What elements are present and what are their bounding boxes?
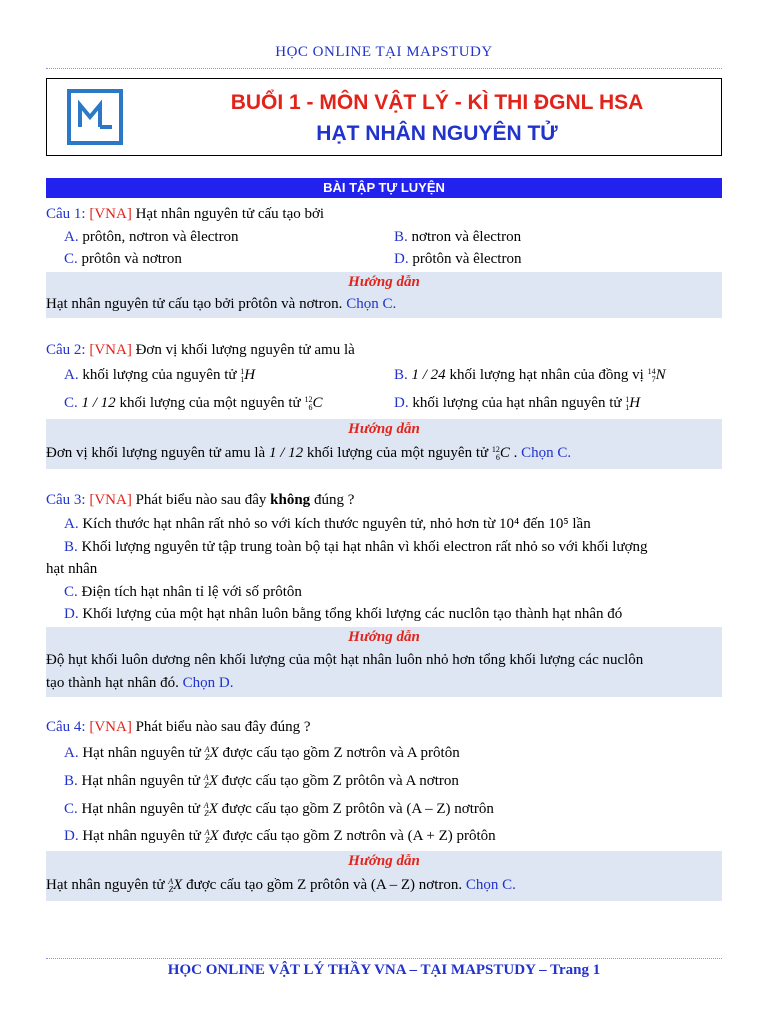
question-tag: [VNA] [89,206,132,222]
question-text: Hạt nhân nguyên tử cấu tạo bởi [131,206,325,222]
question-2: Câu 2: [VNA] Đơn vị khối lượng nguyên tử amu là [46,342,355,358]
answer-box-2: Hướng dẫn Đơn vị khối lượng nguyên tử amu là 1 / 12 khối lượng của một nguyên tử 12 6C . Chọn C. [46,419,722,469]
option-b-continued: hạt nhân [46,561,98,577]
guide-heading: Hướng dẫn [348,274,420,290]
option-a: A. Hạt nhân nguyên tử A ZX được cấu tạo gồm Z nơtrôn và A prôtôn [64,745,460,762]
footer-divider [46,958,722,959]
solution-text: Đơn vị khối lượng nguyên tử amu là 1 / 12 khối lượng của một nguyên tử 12 6C . Chọn C. [46,445,572,462]
question-4: Câu 4: [VNA] Phát biểu nào sau đây đúng ? [46,719,311,735]
option-c: C. prôtôn và nơtron [64,251,182,267]
title-box [46,78,722,156]
title-line-2: HẠT NHÂN NGUYÊN TỬ [316,122,558,145]
solution-text: Độ hụt khối luôn dương nên khối lượng của một hạt nhân luôn nhỏ hơn tổng khối lượng các nuclôn [46,652,644,668]
section-band: BÀI TẬP TỰ LUYỆN [46,178,722,198]
header-divider [46,68,722,69]
option-b: B. Khối lượng nguyên tử tập trung toàn bộ tại hạt nhân vì khối electron rất nhỏ so với khối lượng [64,539,648,555]
solution-text: Hạt nhân nguyên tử cấu tạo bởi prôtôn và nơtron. Chọn C. [46,296,397,312]
option-c: C. 1 / 12 khối lượng của một nguyên tử 12 6C [64,395,323,412]
option-b: B. nơtron và êlectron [394,229,522,245]
option-d: D. Hạt nhân nguyên tử A ZX được cấu tạo gồm Z nơtrôn và (A + Z) prôtôn [64,828,496,845]
option-d: D. Khối lượng của một hạt nhân luôn bằng tổng khối lượng các nuclôn tạo thành hạt nhân đó [64,606,623,622]
mapstudy-logo [67,89,123,145]
option-c: C. Hạt nhân nguyên tử A ZX được cấu tạo gồm Z prôtôn và (A – Z) nơtrôn [64,801,494,818]
option-d: D. khối lượng của hạt nhân nguyên tử 1 1H [394,395,641,412]
answer-box-4: Hướng dẫn Hạt nhân nguyên tử A ZX được cấu tạo gồm Z prôtôn và (A – Z) nơtron. Chọn C. [46,851,722,901]
answer-box-1 [46,272,722,318]
option-d: D. prôtôn và êlectron [394,251,522,267]
option-a: A. prôtôn, nơtron và êlectron [64,229,239,245]
option-c: C. Điện tích hạt nhân tỉ lệ với số prôtôn [64,584,302,600]
question-1 [46,206,324,223]
option-a: A. Kích thước hạt nhân rất nhỏ so với kích thước nguyên tử, nhỏ hơn từ 10⁴ đến 10⁵ lần [64,516,591,532]
option-b: B. Hạt nhân nguyên tử A ZX được cấu tạo gồm Z prôtôn và A nơtron [64,773,459,790]
solution-text: Hạt nhân nguyên tử A ZX được cấu tạo gồm Z prôtôn và (A – Z) nơtron. Chọn C. [46,877,516,894]
solution-text-continued: tạo thành hạt nhân đó. Chọn D. [46,675,234,691]
answer-box-3: Hướng dẫn Độ hụt khối luôn dương nên khối lượng của một hạt nhân luôn nhỏ hơn tổng khối lượng các nuclôn tạo thành hạt nhân đó. Chọn D. [46,627,722,697]
question-number: Câu 1: [46,206,86,222]
page-footer: HỌC ONLINE VẬT LÝ THẦY VNA – TẠI MAPSTUDY – Trang 1 [167,962,601,978]
title-line-1: BUỔI 1 - MÔN VẬT LÝ - KÌ THI ĐGNL HSA [230,91,644,114]
option-b: B. 1 / 24 khối lượng hạt nhân của đồng vị 14 7N [394,367,666,384]
option-a: A. khối lượng của nguyên tử 1 1H [64,367,256,384]
question-3: Câu 3: [VNA] Phát biểu nào sau đây không đúng ? [46,492,355,508]
page-header: HỌC ONLINE TẠI MAPSTUDY [275,44,493,60]
